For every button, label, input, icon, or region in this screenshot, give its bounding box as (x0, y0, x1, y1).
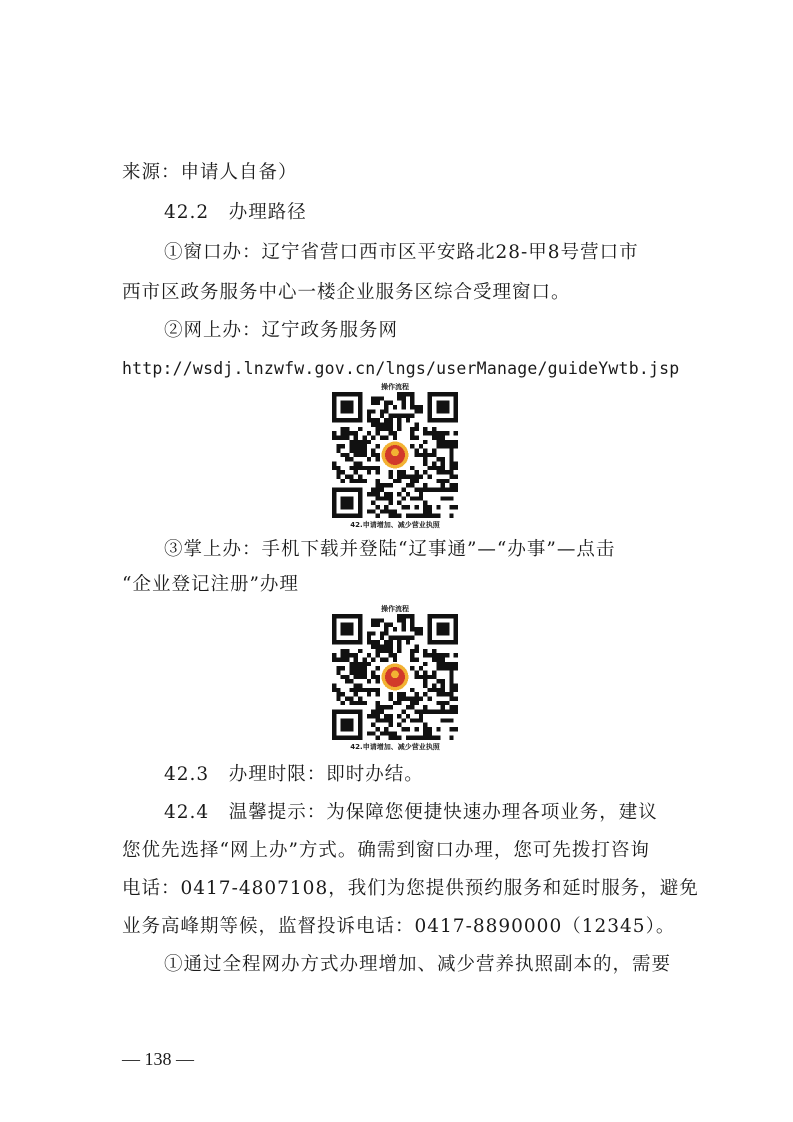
qr-title: 操作流程 (381, 383, 409, 391)
url-link[interactable]: http://wsdj.lnzwfw.gov.cn/lngs/userManage/guideYwtb.jsp (122, 359, 680, 378)
qr-caption: 42.申请增加、减少营业执照 (350, 743, 440, 751)
text-line-tips-4: 业务高峰期等候，监督投诉电话：0417-8890000（12345）。 (122, 916, 676, 937)
text-line-tips-2: 您优先选择“网上办”方式。确需到窗口办理，您可先拨打咨询 (122, 840, 650, 861)
text-line-note: ①通过全程网办方式办理增加、减少营养执照副本的，需要 (164, 954, 672, 975)
qr-code-icon[interactable] (332, 614, 458, 740)
text-line-window: ①窗口办：辽宁省营口西市区平安路北28-甲8号营口市 (164, 242, 639, 263)
qr-code-icon[interactable] (332, 392, 458, 518)
qr-block-1 (330, 382, 460, 530)
text-line-tips-3: 电话：0417-4807108，我们为您提供预约服务和延时服务，避免 (122, 878, 699, 899)
text-line-window-cont: 西市区政务服务中心一楼企业服务区综合受理窗口。 (122, 282, 571, 303)
qr-caption: 42.申请增加、减少营业执照 (350, 521, 440, 529)
section-heading-42-2: 42.2 办理路径 (164, 202, 307, 223)
qr-title: 操作流程 (381, 605, 409, 613)
text-line-mobile: ③掌上办：手机下载并登陆“辽事通”—“办事”—点击 (164, 539, 616, 560)
qr-block-2 (330, 604, 460, 752)
text-line-online: ②网上办：辽宁政务服务网 (164, 320, 399, 341)
text-line-1: 来源：申请人自备） (122, 162, 298, 183)
section-heading-42-4: 42.4 温馨提示：为保障您便捷快速办理各项业务，建议 (164, 802, 658, 823)
page-number: — 138 — (122, 1049, 194, 1069)
section-heading-42-3: 42.3 办理时限：即时办结。 (164, 764, 424, 785)
text-line-mobile-cont: “企业登记注册”办理 (122, 574, 299, 595)
